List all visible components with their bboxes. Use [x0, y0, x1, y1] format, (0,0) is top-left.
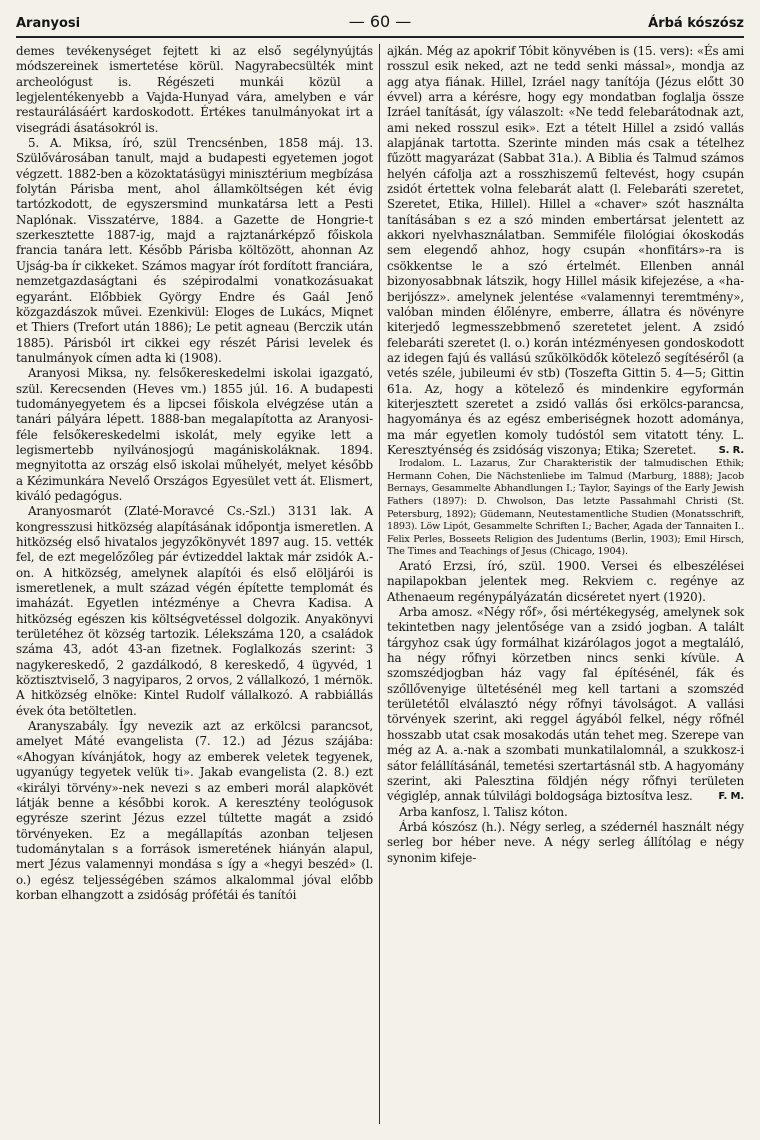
column-divider — [379, 44, 380, 1124]
paragraph: Aranyosi Miksa, ny. felsőkereskedelmi iskolai igazgató, szül. Kerecsenden (Heves vm.) 1855 júl. 16. A budapesti tudományegyetem és a lipcsei főiskola elvégzése után a tanári pályára lépett. 1888-ban megalapította az Aranyosi-féle felsőkereskedelmi iskolát, mely egyike lett a legismertebb nyilvánosjogú magániskoláknak. 1894. megnyitotta az ország első iskolai műhelyét, melyet később a Kézimunkára Nevelő Országos Egyesület vett át. Elismert, kiváló pedagógus. — [16, 366, 373, 503]
paragraph: 5. A. Miksa, író, szül Trencsénben, 1858 máj. 13. Szülővárosában tanult, majd a budapesti egyetemen jogot végzett. 1882-ben a közoktatásügyi minisztérium megbízása folytán Párisba ment, ahol államköltségen két évig tartózkodott, de egyszersmind munkatársa lett a Pesti Naplónak. Visszatérve, 1884. a Gazette de Hongrie-t szerkesztette 1887-ig, majd a rajztanárképző főiskola francia tanára lett. Később Párisba költözött, ahonnan Az Ujság-ba ír cikkeket. Számos magyar írót fordított franciára, nemzetgazdaságtani és szépirodalmi vonatkozásuakat egyaránt. Előbbiek György Endre és Gaál Jenő közgazdászok művei. Ezenkivül: Eloges de Lukács, Miqnet et Thiers (Trefort után 1886); Le petit agneau (Berczik után 1885). Párisból irt cikkei egy részét Párisi levelek és tanulmányok címen adta ki (1908). — [16, 136, 373, 365]
running-head-right: Árbá kószósz — [648, 16, 744, 31]
paragraph-text: Arba amosz. «Négy rőf», ősi mértékegység, amelynek sok tekintetben nagy jelentősége van a zsidó jogban. A talált tárgyhoz csak úgy formálhat kizárólagos jogot a megtaláló, ha négy rőfnyi körzetben nincs senki kívüle. A szomszédjogban ház vagy fal építésénél, fák és szőllővenyige ültetésénél meg kell tartani a szomszéd területétől elválasztó négy rőfnyi távolságot. A vallási törvények szerint, aki reggel ágyából felkel, négy rőfnél hosszabb utat csak mosakodás után tehet meg. Szerepe van még az A. a.-nak a szombati munkatilalomnál, a szukkosz-i sátor felállításánál, temetési szertartásnál stb. A hagyomány szerint, aki Palesztina földjén négy rőfnyi területen végiglép, annak túlvilági boldogsága biztosítva lesz. — [387, 605, 744, 804]
paragraph — [387, 605, 744, 804]
paragraph — [387, 44, 744, 458]
right-column — [387, 44, 744, 866]
literature-note: Irodalom. L. Lazarus, Zur Charakteristik der talmudischen Ethik; Hermann Cohen, Die Nächstenliebe im Talmud (Marburg, 1888); Jacob Bernays, Gesammelte Abhandlungen I.; Taylor, Sayings of the Early Jewish Fathers (1897): D. Chwolson, Das letzte Passahmahl Christi (St. Petersburg, 1892); Güdemann, Neutestamentliche Studien (Monatsschrift, 1893). Löw Lipót, Gesammelte Schriften I.; Bacher, Agada der Tannaiten I.. Felix Perles, Bosseets Religion des Judentums (Berlin, 1903); Emil Hirsch, The Times and Teachings of Jesus (Chicago, 1904). — [387, 458, 744, 558]
author-signature: S. R. — [718, 444, 744, 456]
paragraph-text: ajkán. Még az apokrif Tóbit könyvében is (15. vers): «És ami rosszul esik neked, azt ne tedd senki mással», mondja az agg atya fiának. Hillel, Izráel nagy tanítója (Jézus előtt 30 évvel) arra a kérésre, hogy egy mondatban foglalja össze Izráel tanítását, így válaszolt: «Ne tedd felebarátodnak azt, ami neked rosszul esik». Ezt a tételt Hillel a zsidó vallás alapjának tartotta. Szerinte minden más csak a tételhez fűzött magyarázat (Sabbat 31a.). A Biblia és Talmud számos helyén cáfolja azt a rosszhiszemű feltevést, hogy csupán zsidót értettek volna felebarát alatt (l. Felebaráti szeretet, Szeretet, Etika, Hillel). Hillel a «chaver» szót használta tanításában s ez a szó minden embertársat jelentett az akkori nyelvhasználatban. Semmiféle filológiai ókoskodás sem elegendő ahhoz, hogy csupán «honfitárs»-ra is csökkentse le a szó értelmét. Ellenben annál bizonyosabbnak látszik, hogy Hillel másik kifejezése, a «ha-berijószz». amelynek jelentése «valamennyi teremtmény», valóban minden élőlényre, emberre, állatra és növényre kiterjedő legmesszebbmenő szeretetet jelent. A zsidó felebaráti szeretet (l. o.) korán intézményesen gondoskodott az idegen fajú és vallású szűkölködők kötelező segítéséről (a vetés széle, jubileumi év stb) (Toszefta Gittin 5. 4—5; Gittin 61a. Az, hogy a kötelező és mindenkire egyformán kiterjesztett szeretet a zsidó vallás ősi erkölcs-parancsa, hagyománya és az egész emberiségnek hozott adománya, ma már egyetlen komoly tudóstól sem vitatott tény. L. Keresztyénség és zsidóság viszonya; Etika; Szeretet. — [387, 44, 744, 457]
paragraph: Aranyszabály. Így nevezik azt az erkölcsi parancsot, amelyet Máté evangelista (7. 12.) ad Jézus szájába: «Ahogyan kívánjátok, hogy az emberek veletek tegyenek, ugyanúgy tegyetek velük ti». Jakab evangelista (2. 8.) ezt «királyi törvény»-nek nevezi s az emberi morál alapkövét látják benne a későbbi korok. A keresztény teológusok egyrésze szerint Jézus ezzel túltette magát a zsidó törvényeken. Ez a megállapítás azonban teljesen tudománytalan s a források ismeretének hiányán alapul, mert Jézus valamennyi mondása s így a «hegyi beszéd» (l. o.) egész teljességében számos alkalommal jóval előbb korban elhangzott a zsidóság prófétái és tanítói — [16, 719, 373, 902]
page-number: — 60 — — [348, 12, 412, 31]
paragraph: Aranyosmarót (Zlaté-Moravcé Cs.-Szl.) 3131 lak. A kongresszusi hitközség alapításának időpontja ismeretlen. A hitközség első hivatalos jegyzőkönyvét 1897 aug. 15. vették fel, de ezt megelőzőleg pár évtizeddel laktak már zsidók A.-on. A hitközség, amelynek alapítói és első elöljárói is ismeretlenek, a mult század végén építette templomát és imaházát. Egyetlen intézménye a Chevra Kadisa. A hitközség egészen kis költségvetéssel dolgozik. Anyakönyvi területéhez öt község tartozik. Lélekszáma 120, a családok száma 43, adót 43-an fizetnek. Foglalkozás szerint: 3 nagykereskedő, 2 gazdálkodó, 8 kereskedő, 4 ügyvéd, 1 köztisztviselő, 3 nagyiparos, 2 orvos, 2 vállalkozó, 1 mérnök. A hitközség elnöke: Kintel Rudolf vállalkozó. A rabbiállás évek óta betöltetlen. — [16, 504, 373, 718]
paragraph: Arató Erzsi, író, szül. 1900. Versei és elbeszélései napilapokban jelentek meg. Rekviem c. regénye az Athenaeum regénypályázatán dicséretet nyert (1920). — [387, 559, 744, 604]
header-rule — [16, 36, 744, 38]
running-head-left: Aranyosi — [16, 16, 81, 31]
left-column — [16, 44, 373, 903]
page-header — [16, 12, 744, 34]
paragraph: Árbá kószósz (h.). Négy serleg, a szédernél használt négy serleg bor héber neve. A négy serleg állítólag e négy synonim kifeje- — [387, 819, 744, 865]
author-signature: F. M. — [718, 791, 744, 803]
paragraph: demes tevékenységet fejtett ki az első segélynyújtás módszereinek ismertetése körül. Nagyrabecsülték mint archeológust is. Régészeti munkái közül a legjelentékenyebb a Vajda-Hunyad vára, amelyben e vár restaurálásáért kardoskodott. Értékes tanulmányokat irt a visegrádi ásatásokról is. — [16, 44, 373, 135]
paragraph: Arba kanfosz, l. Talisz kóton. — [399, 804, 568, 819]
